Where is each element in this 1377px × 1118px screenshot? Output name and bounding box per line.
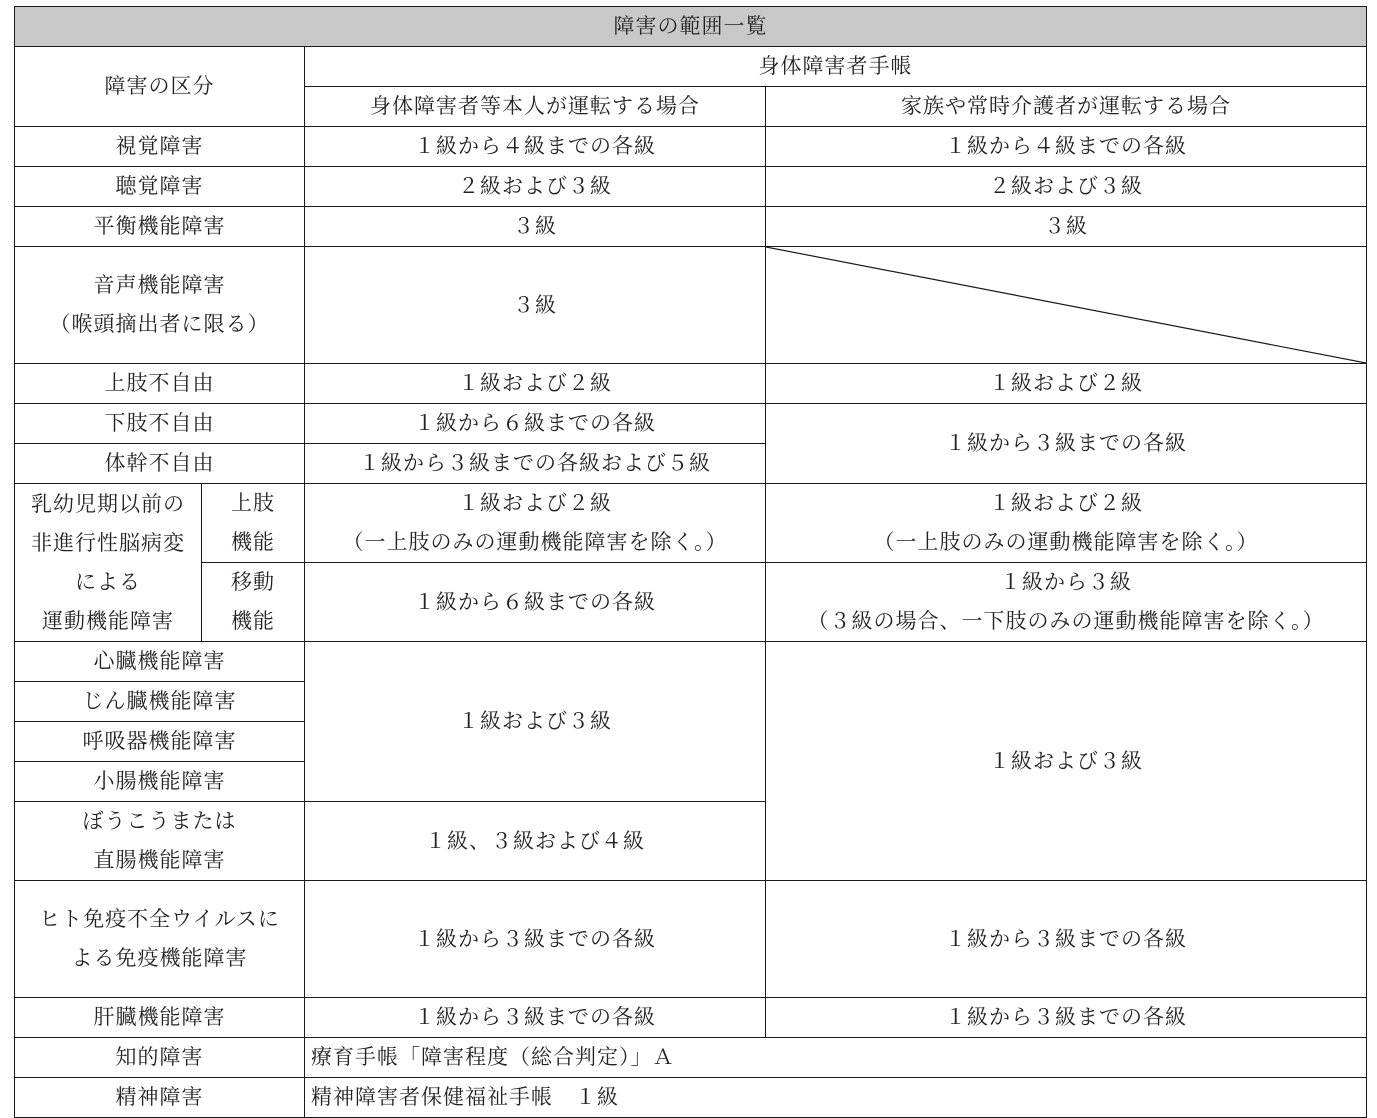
row-label-cerebral	[15, 484, 202, 642]
cell-visual-self: １級から４級までの各級	[305, 127, 766, 167]
row-label-mental: 精神障害	[15, 1078, 305, 1118]
cell-hiv-self: １級から３級までの各級	[305, 881, 766, 998]
move-function-line2: 機能	[231, 609, 275, 633]
cell-internal-family: １級および３級	[766, 642, 1367, 881]
hiv-label-line1: ヒト免疫不全ウイルスに	[39, 907, 280, 931]
row-label-visual: 視覚障害	[15, 127, 305, 167]
cell-lower-self: １級から６級までの各級	[305, 404, 766, 444]
row-label-intellectual: 知的障害	[15, 1038, 305, 1078]
cell-voice-self: ３級	[305, 247, 766, 364]
cerebral-move-family-line2: （３級の場合、一下肢のみの運動機能障害を除く。）	[807, 609, 1325, 633]
cerebral-move-family-line1: １級から３級	[1000, 570, 1132, 594]
cell-liver-family: １級から３級までの各級	[766, 998, 1367, 1038]
row-label-heart: 心臓機能障害	[15, 642, 305, 682]
cerebral-label-line3: による	[75, 569, 141, 594]
row-label-kidney: じん臓機能障害	[15, 682, 305, 722]
row-label-voice-line2: （喉頭摘出者に限る）	[49, 312, 270, 336]
row-label-voice-line1: 音声機能障害	[93, 273, 226, 297]
cell-bladder-self: １級、３級および４級	[305, 802, 766, 881]
cerebral-label-line2: 非進行性脳病変	[31, 530, 185, 555]
cell-liver-self: １級から３級までの各級	[305, 998, 766, 1038]
cell-upper-family: １級および２級	[766, 364, 1367, 404]
header-family: 家族や常時介護者が運転する場合	[766, 87, 1367, 127]
disability-range-table	[14, 6, 1367, 1118]
bladder-label-line2: 直腸機能障害	[93, 848, 226, 872]
table-title: 障害の範囲一覧	[15, 7, 1367, 47]
cerebral-label-line1: 乳幼児期以前の	[31, 491, 185, 516]
cell-balance-family: ３級	[766, 207, 1367, 247]
cerebral-upper-family-line1: １級および２級	[989, 491, 1143, 515]
cell-mental-value: 精神障害者保健福祉手帳 １級	[305, 1078, 1367, 1118]
header-self: 身体障害者等本人が運転する場合	[305, 87, 766, 127]
move-function-line1: 移動	[231, 570, 275, 594]
cell-trunk-self: １級から３級までの各級および５級	[305, 444, 766, 484]
cell-hiv-family: １級から３級までの各級	[766, 881, 1367, 998]
row-sublabel-upper-function	[202, 484, 305, 563]
cell-hearing-self: ２級および３級	[305, 167, 766, 207]
cerebral-upper-self-line2: （一上肢のみの運動機能障害を除く。）	[342, 530, 728, 554]
cell-hearing-family: ２級および３級	[766, 167, 1367, 207]
header-category: 障害の区分	[15, 47, 305, 127]
row-label-hearing: 聴覚障害	[15, 167, 305, 207]
cell-voice-family-na	[766, 247, 1367, 364]
cell-cerebral-move-self: １級から６級までの各級	[305, 563, 766, 642]
cell-internal-self: １級および３級	[305, 642, 766, 802]
cerebral-upper-family-line2: （一上肢のみの運動機能障害を除く。）	[873, 530, 1259, 554]
row-sublabel-move-function	[202, 563, 305, 642]
row-label-lower: 下肢不自由	[15, 404, 305, 444]
row-label-intestine: 小腸機能障害	[15, 762, 305, 802]
row-label-liver: 肝臓機能障害	[15, 998, 305, 1038]
cell-cerebral-move-family	[766, 563, 1367, 642]
upper-function-line1: 上肢	[231, 491, 275, 515]
cell-cerebral-upper-self	[305, 484, 766, 563]
cell-balance-self: ３級	[305, 207, 766, 247]
cerebral-upper-self-line1: １級および２級	[458, 491, 612, 515]
row-label-upper: 上肢不自由	[15, 364, 305, 404]
cell-upper-self: １級および２級	[305, 364, 766, 404]
row-label-voice	[15, 247, 305, 364]
header-handbook: 身体障害者手帳	[305, 47, 1367, 87]
row-label-balance: 平衡機能障害	[15, 207, 305, 247]
cell-cerebral-upper-family	[766, 484, 1367, 563]
row-label-bladder	[15, 802, 305, 881]
cell-lower-trunk-family: １級から３級までの各級	[766, 404, 1367, 484]
row-label-trunk: 体幹不自由	[15, 444, 305, 484]
upper-function-line2: 機能	[231, 530, 275, 554]
cell-intellectual-value: 療育手帳「障害程度（総合判定）」Ａ	[305, 1038, 1367, 1078]
cerebral-label-line4: 運動機能障害	[42, 608, 174, 633]
diagonal-slash	[766, 247, 1366, 363]
row-label-respiratory: 呼吸器機能障害	[15, 722, 305, 762]
hiv-label-line2: よる免疫機能障害	[71, 946, 248, 970]
bladder-label-line1: ぼうこうまたは	[82, 809, 237, 833]
cell-visual-family: １級から４級までの各級	[766, 127, 1367, 167]
row-label-hiv	[15, 881, 305, 998]
